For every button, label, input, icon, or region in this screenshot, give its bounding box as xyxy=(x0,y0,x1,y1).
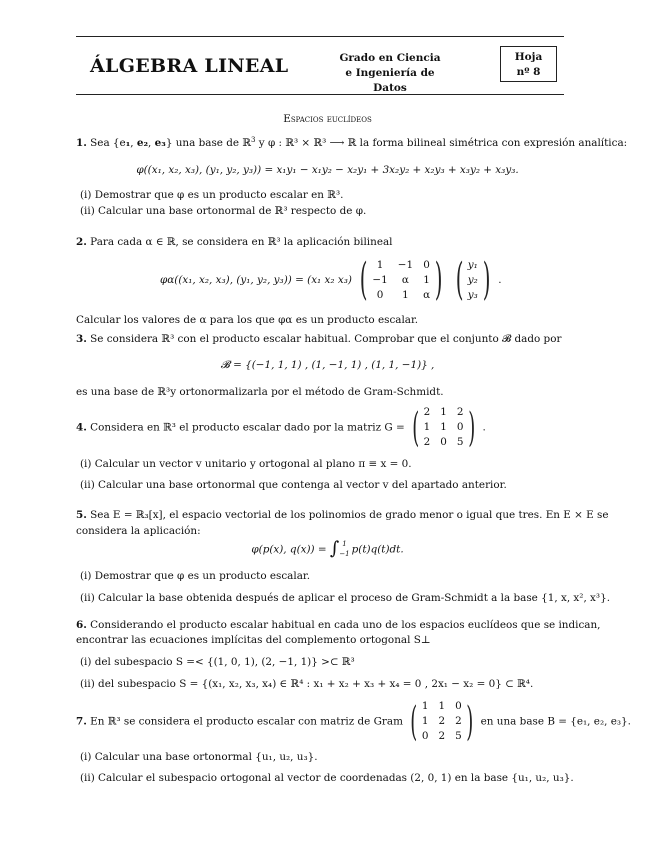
exercise-7-matrix-cells xyxy=(422,700,462,743)
exercise-1-text-a: Sea {e xyxy=(90,137,126,149)
exercise-2-number: 2. xyxy=(76,236,87,248)
exercise-4-matrix-cell-1-1: 1 xyxy=(440,421,447,433)
exercise-3-after: es una base de ℝ³y ortonormalizarla por el método de Gram-Schmidt. xyxy=(76,386,444,398)
exercise-4-matrix-cell-0-2: 2 xyxy=(456,406,464,418)
exercise-3-number: 3. xyxy=(76,333,87,345)
exercise-1-statement: 1. Sea {e₁, e₂, e₃} una base de ℝ$^3$ y φ : ℝ³ × ℝ³ ⟶ ℝ la forma bilineal simétrica con expresión analítica: xyxy=(76,136,628,149)
exercise-5-statement xyxy=(76,509,609,522)
exercise-2-lhs: φα((x₁, x₂, x₃), (y₁, y₂, y₃)) = (x₁ x₂ x₃) xyxy=(160,274,352,286)
exercise-2-matrix-cell-2-0: 0 xyxy=(376,288,384,301)
exercise-7-matrix-cell-0-0: 1 xyxy=(421,700,429,712)
integral-sign: ∫ xyxy=(329,538,340,559)
exercise-7-matrix-cell-1-0: 1 xyxy=(421,715,429,727)
exercise-2-vector-cell-2-0: y₃ xyxy=(467,288,478,301)
exercise-4-matrix-cells xyxy=(424,406,464,449)
exercise-7-text: En ℝ³ se considera el producto escalar con matriz de Gram xyxy=(90,715,403,728)
exercise-7-matrix: ( 1 1 0 1 2 2 0 2 5 ) xyxy=(410,698,474,745)
exercise-3-statement xyxy=(76,333,561,346)
integral-upper: 1 xyxy=(342,540,347,549)
exercise-7-statement xyxy=(76,700,631,743)
exercise-1-formula: φ((x₁, x₂, x₃), (y₁, y₂, y₃)) = x₁y₁ − x₁y₂ − x₂y₁ + 3x₂y₂ + x₂y₃ + x₃y₂ + x₃y₃. xyxy=(136,164,519,176)
exercise-6-text: Considerando el producto escalar habitual en cada uno de los espacios euclídeos que se indican, xyxy=(90,619,601,631)
exercise-6-statement xyxy=(76,619,600,632)
exercise-2-matrix-cell-1-2: 1 xyxy=(423,273,430,286)
exercise-3-text: Se considera ℝ³ con el producto escalar habitual. Comprobar que el conjunto 𝓑 dado por xyxy=(90,333,562,345)
sheet-label: Hoja xyxy=(514,51,543,63)
exercise-1-text-b: } una base de ℝ xyxy=(165,137,251,149)
exercise-2-matrix: ( 1 −1 0 −1 α 1 0 1 α ) xyxy=(359,254,443,305)
exercise-4-end: . xyxy=(482,421,486,434)
exercise-4-matrix: ( 2 1 2 1 1 0 2 0 5 ) xyxy=(412,404,475,451)
exercise-2-vector-cell-1-0: y₂ xyxy=(467,273,478,286)
exercise-4-text: Considera en ℝ³ el producto escalar dado por la matriz G = xyxy=(90,421,405,434)
exercise-7-part-ii: (ii) Calcular el subespacio ortogonal al vector de coordenadas (2, 0, 1) en la base {u₁, u₂, u₃}. xyxy=(80,772,574,784)
exercise-5-part-i: (i) Demostrar que φ es un producto escalar. xyxy=(80,570,311,582)
exercise-2-text: Para cada α ∈ ℝ, se considera en ℝ³ la aplicación bilineal xyxy=(90,236,393,248)
exercise-5-text2: considera la aplicación: xyxy=(76,525,201,537)
exercise-2-matrix-cell-1-0: −1 xyxy=(372,273,388,286)
exercise-2-matrix-cell-1-1: α xyxy=(401,273,409,286)
exercise-4-matrix-cell-2-2: 5 xyxy=(456,436,464,448)
exercise-7-matrix-cell-1-1: 2 xyxy=(438,715,446,727)
exercise-6-part-i: (i) del subespacio S =< {(1, 0, 1), (2, −1, 1)} >⊂ ℝ³ xyxy=(80,656,355,668)
sheet-number-box xyxy=(500,46,557,82)
exercise-1-part-ii: (ii) Calcular una base ortonormal de ℝ³ respecto de φ. xyxy=(80,205,367,217)
exercise-7-matrix-cell-2-2: 5 xyxy=(455,730,462,742)
exercise-7-matrix-cell-2-0: 0 xyxy=(421,730,429,742)
exercise-2-matrix-cell-2-2: α xyxy=(423,288,431,301)
degree-line-2: e Ingeniería de Datos xyxy=(345,67,435,94)
exercise-5-formula-lhs: φ(p(x), q(x)) = xyxy=(251,543,327,556)
exercise-6-part-ii: (ii) del subespacio S = {(x₁, x₂, x₃, x₄) ∈ ℝ⁴ : x₁ + x₂ + x₃ + x₄ = 0 , 2x₁ − x₂ = 0} ⊂ ℝ⁴. xyxy=(80,678,534,690)
exercise-5-number: 5. xyxy=(76,509,87,521)
exercise-5-formula-rhs: p(t)q(t)dt. xyxy=(351,543,404,556)
document-title: ÁLGEBRA LINEAL xyxy=(90,55,289,77)
header-bottom-rule xyxy=(76,94,564,95)
integral-limits xyxy=(339,539,349,559)
header-top-rule xyxy=(76,36,564,37)
exercise-4-matrix-cell-0-1: 1 xyxy=(440,406,447,418)
exercise-6-text2: encontrar las ecuaciones implícitas del complemento ortogonal S⊥ xyxy=(76,634,431,646)
exercise-2-formula xyxy=(160,254,502,305)
exercise-7-number: 7. xyxy=(76,715,87,728)
sheet-number: nº 8 xyxy=(516,66,541,78)
exercise-2-matrix-cell-0-1: −1 xyxy=(397,258,414,271)
exercise-4-matrix-cell-2-1: 0 xyxy=(440,436,447,448)
exercise-3-formula: 𝓑 = {(−1, 1, 1) , (1, −1, 1) , (1, 1, −1)} , xyxy=(220,359,435,371)
exercise-2-matrix-cell-0-2: 0 xyxy=(423,258,430,271)
exercise-2-end: . xyxy=(498,274,502,286)
exercise-7-matrix-cell-0-1: 1 xyxy=(438,700,446,712)
exercise-2-matrix-cells xyxy=(372,259,430,302)
exercise-7-matrix-cell-0-2: 0 xyxy=(455,700,462,712)
exercise-1-number: 1. xyxy=(76,137,87,149)
exercise-2-vector: ( y₁ y₂ y₃ ) xyxy=(455,254,491,305)
exercise-4-matrix-cell-1-0: 1 xyxy=(423,421,431,433)
exercise-7-matrix-cell-1-2: 2 xyxy=(455,715,462,727)
exercise-2-vector-cells xyxy=(468,259,478,302)
integral-lower: −1 xyxy=(339,550,350,559)
exercise-4-part-i: (i) Calcular un vector v unitario y ortogonal al plano π ≡ x = 0. xyxy=(80,458,412,470)
exercise-4-matrix-cell-0-0: 2 xyxy=(423,406,431,418)
exercise-4-matrix-cell-1-2: 0 xyxy=(456,421,464,433)
exercise-4-part-ii: (ii) Calcular una base ortonormal que contenga al vector v del apartado anterior. xyxy=(80,479,507,491)
degree-label xyxy=(331,51,449,96)
exercise-4-statement xyxy=(76,406,486,449)
exercise-7-part-i: (i) Calcular una base ortonormal {u₁, u₂, u₃}. xyxy=(80,751,318,763)
section-title: Espacios euclídeos xyxy=(283,113,372,125)
exercise-4-matrix-cell-2-0: 2 xyxy=(423,436,431,448)
exercise-2-matrix-cell-0-0: 1 xyxy=(376,258,384,271)
exercise-6-number: 6. xyxy=(76,619,87,631)
exercise-2-vector-cell-0-0: y₁ xyxy=(467,258,478,271)
exercise-7-matrix-cell-2-1: 2 xyxy=(438,730,446,742)
exercise-2-question: Calcular los valores de α para los que φα es un producto escalar. xyxy=(76,314,419,326)
exercise-1-part-i: (i) Demostrar que φ es un producto escalar en ℝ³. xyxy=(80,189,344,201)
exercise-5-text: Sea E = ℝ₃[x], el espacio vectorial de los polinomios de grado menor o igual que tres. En E × E se xyxy=(90,509,609,521)
exercise-4-number: 4. xyxy=(76,421,87,434)
exercise-7-text-after: en una base B = {e₁, e₂, e₃}. xyxy=(480,715,631,728)
exercise-2-statement xyxy=(76,236,393,249)
exercise-2-matrix-cell-2-1: 1 xyxy=(402,288,409,301)
exercise-5-formula xyxy=(0,538,655,561)
degree-line-1: Grado en Ciencia xyxy=(339,52,441,64)
exercise-5-part-ii: (ii) Calcular la base obtenida después de aplicar el proceso de Gram-Schmidt a la base {1, x, x², x³}. xyxy=(80,592,610,604)
exercise-1-text-c: y φ : ℝ³ × ℝ³ ⟶ ℝ la forma bilineal simétrica con expresión analítica: xyxy=(255,137,628,149)
